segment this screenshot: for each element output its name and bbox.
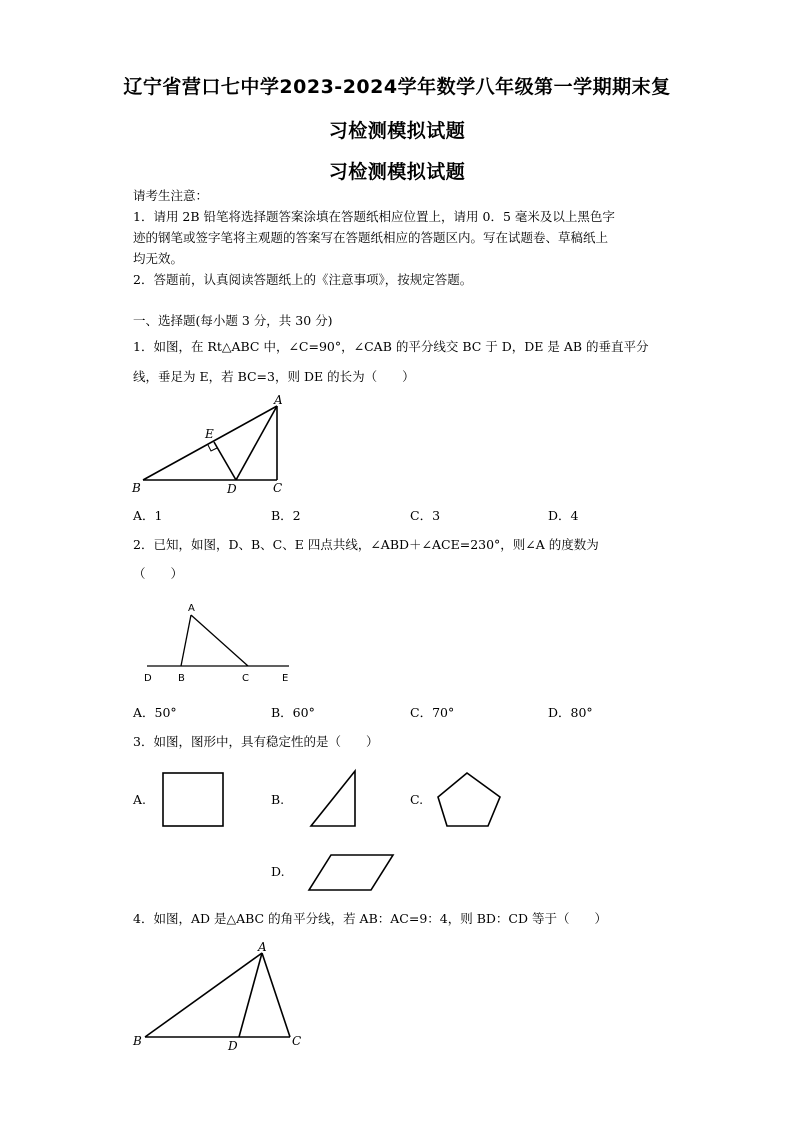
question-2-option-a[interactable]: A．50° (133, 705, 177, 720)
q3-triangle-shape (311, 771, 355, 826)
q1-segment-ad (236, 406, 277, 480)
question-1-text-line-2: 线，垂足为 E，若 BC=3，则 DE 的长为（ ） (133, 369, 415, 384)
q2-segment-ac (191, 615, 248, 666)
q1-segment-de (214, 442, 236, 480)
q1-segment-ab (143, 406, 277, 480)
q1-label-a: A (274, 393, 283, 407)
q4-segment-ad (239, 953, 262, 1037)
question-2-option-d[interactable]: D．80° (548, 705, 593, 720)
q2-label-d: D (144, 673, 152, 684)
exam-title-line-2: 习检测模拟试题 (328, 120, 466, 142)
question-1-text-line-1: 1．如图，在 Rt△ABC 中，∠C=90°，∠CAB 的平分线交 BC 于 D，DE 是 AB 的垂直平分 (133, 339, 649, 354)
notice-item-1-line-2: 迹的钢笔或签字笔将主观题的答案写在答题纸相应的答题区内。写在试题卷、草稿纸上 (133, 230, 609, 245)
question-4-text-line-1: 4．如图，AD 是△ABC 的角平分线，若 AB：AC=9：4，则 BD：CD 等于（ ） (133, 911, 607, 926)
notice-item-1-line-3: 均无效。 (133, 251, 184, 266)
question-1-option-a[interactable]: A．1 (133, 508, 163, 523)
q4-label-c: C (292, 1034, 302, 1048)
q2-label-c: C (242, 673, 249, 684)
question-1-option-b[interactable]: B．2 (271, 508, 301, 523)
question-2-text-line-1: 2．已知，如图，D、B、C、E 四点共线，∠ABD＋∠ACE=230°，则∠A 的度数为 (133, 537, 599, 552)
q3-parallelogram-shape (309, 855, 393, 890)
exam-title-line-1: 辽宁省营口七中学2023-2024学年数学八年级第一学期期末复 (123, 76, 671, 98)
notice-heading: 请考生注意： (133, 188, 209, 203)
question-3-option-b[interactable]: B. (271, 792, 285, 807)
section-heading: 一、选择题(每小题 3 分，共 30 分) (133, 313, 333, 328)
q1-label-c: C (273, 481, 283, 495)
notice-item-2: 2．答题前，认真阅读答题纸上的《注意事项》，按规定答题。 (133, 272, 473, 287)
q4-label-d: D (228, 1039, 238, 1053)
q4-label-a: A (258, 940, 267, 954)
q4-segment-ac (262, 953, 290, 1037)
question-2-option-b[interactable]: B．60° (271, 705, 315, 720)
question-2-option-c[interactable]: C．70° (410, 705, 455, 720)
q2-label-a: A (188, 603, 195, 614)
q4-segment-ab (145, 953, 262, 1037)
q4-label-b: B (133, 1034, 142, 1048)
exam-title-line-3: 习检测模拟试题 (328, 161, 466, 183)
q1-label-d: D (227, 482, 237, 496)
notice-item-1-line-1: 1．请用 2B 铅笔将选择题答案涂填在答题纸相应位置上，请用 0．5 毫米及以上黑色字 (133, 209, 615, 224)
q1-right-angle-mark (208, 445, 217, 451)
question-1-option-c[interactable]: C．3 (410, 508, 441, 523)
q3-pentagon-shape (438, 773, 500, 826)
q2-segment-ab (181, 615, 191, 666)
q2-label-e: E (282, 673, 289, 684)
q3-square-shape (163, 773, 223, 826)
q2-label-b: B (178, 673, 185, 684)
question-3-option-d[interactable]: D. (271, 864, 285, 879)
question-1-option-d[interactable]: D．4 (548, 508, 579, 523)
q1-label-e: E (205, 427, 214, 441)
question-2-text-line-2: （ ） (133, 566, 184, 581)
question-3-option-c[interactable]: C. (410, 792, 424, 807)
question-3-option-a[interactable]: A. (133, 792, 147, 807)
question-3-text-line-1: 3．如图，图形中，具有稳定性的是（ ） (133, 734, 379, 749)
q1-label-b: B (132, 481, 141, 495)
